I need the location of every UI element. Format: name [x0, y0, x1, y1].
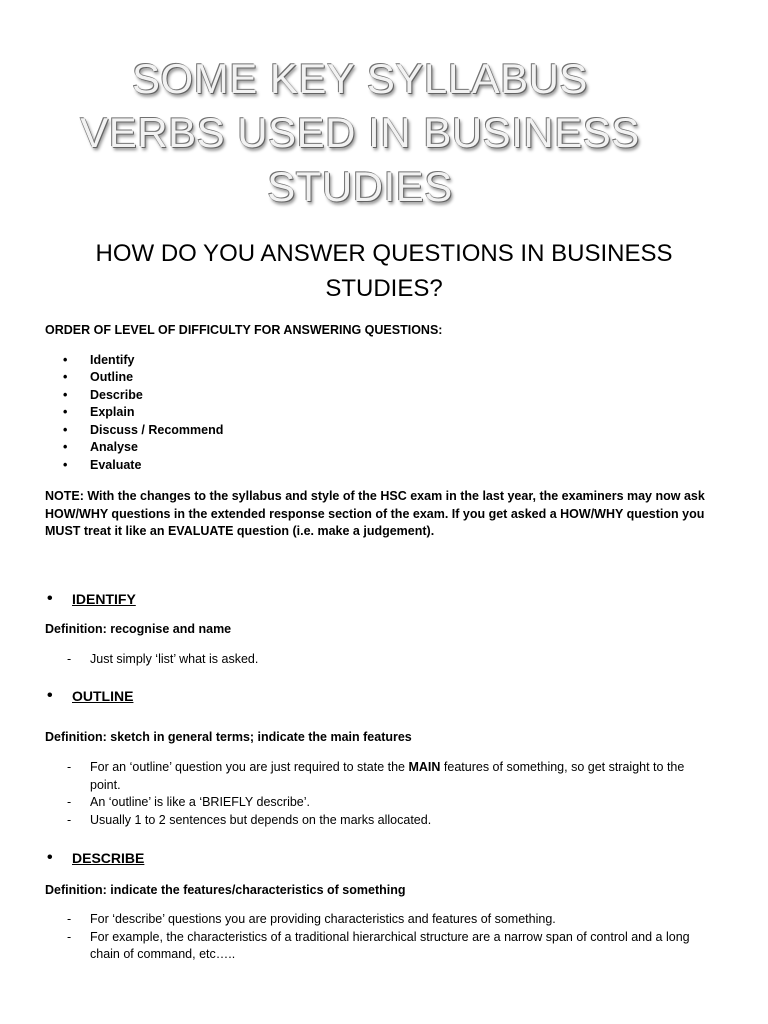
- definition-identify: Definition: recognise and name: [45, 622, 232, 636]
- identify-points: [45, 651, 715, 669]
- definition-describe: Definition: indicate the features/characteristics of something: [45, 882, 406, 897]
- document-title: [0, 52, 720, 214]
- list-item: [45, 759, 715, 794]
- section-heading-identify: • IDENTIFY: [45, 591, 715, 609]
- list-item: - For example, the characteristics of a traditional hierarchical structure are a narrow span of control and a long chain of command, etc…..: [45, 929, 715, 964]
- document-subtitle: [0, 236, 768, 306]
- point-text: For an ‘outline’ question you are just required to state the: [90, 760, 409, 774]
- describe-points: [45, 911, 715, 964]
- section-heading-describe: • DESCRIBE: [45, 850, 715, 868]
- list-item: • Identify: [45, 352, 715, 370]
- order-heading: ORDER OF LEVEL OF DIFFICULTY FOR ANSWERING QUESTIONS:: [45, 323, 443, 337]
- list-item: • Discuss / Recommend: [45, 422, 715, 440]
- section-heading-outline: • OUTLINE: [45, 688, 715, 706]
- list-item: • Describe: [45, 387, 715, 405]
- emphasis-text: MAIN: [408, 760, 441, 774]
- subtitle-line: STUDIES?: [325, 275, 443, 302]
- definition-outline: Definition: sketch in general terms; indicate the main features: [45, 729, 412, 744]
- list-item: • Outline: [45, 369, 715, 387]
- list-item: - An ‘outline’ is like a ‘BRIEFLY describe’.: [45, 794, 715, 812]
- document-body: [45, 322, 715, 964]
- note-paragraph: NOTE: With the changes to the syllabus and style of the HSC exam in the last year, the examiners may now ask HOW/WHY questions in the extended response section of the exam. If you get asked a HOW/WHY question you MUST treat it like an EVALUATE question (i.e. make a judgement).: [45, 489, 705, 538]
- difficulty-list: [45, 352, 715, 475]
- list-item: • Analyse: [45, 439, 715, 457]
- list-item: • Explain: [45, 404, 715, 422]
- title-line: SOME KEY SYLLABUS: [132, 55, 588, 102]
- list-item: - Usually 1 to 2 sentences but depends on the marks allocated.: [45, 812, 715, 830]
- title-line: VERBS USED IN BUSINESS: [80, 109, 640, 156]
- list-item: • Evaluate: [45, 457, 715, 475]
- title-line: STUDIES: [267, 163, 453, 210]
- list-item: - For ‘describe’ questions you are providing characteristics and features of something.: [45, 911, 715, 929]
- outline-points: [45, 759, 715, 829]
- list-item: - Just simply ‘list’ what is asked.: [45, 651, 715, 669]
- subtitle-line: HOW DO YOU ANSWER QUESTIONS IN BUSINESS: [95, 240, 673, 267]
- point-text: features of something, so get straight to the point.: [90, 760, 685, 792]
